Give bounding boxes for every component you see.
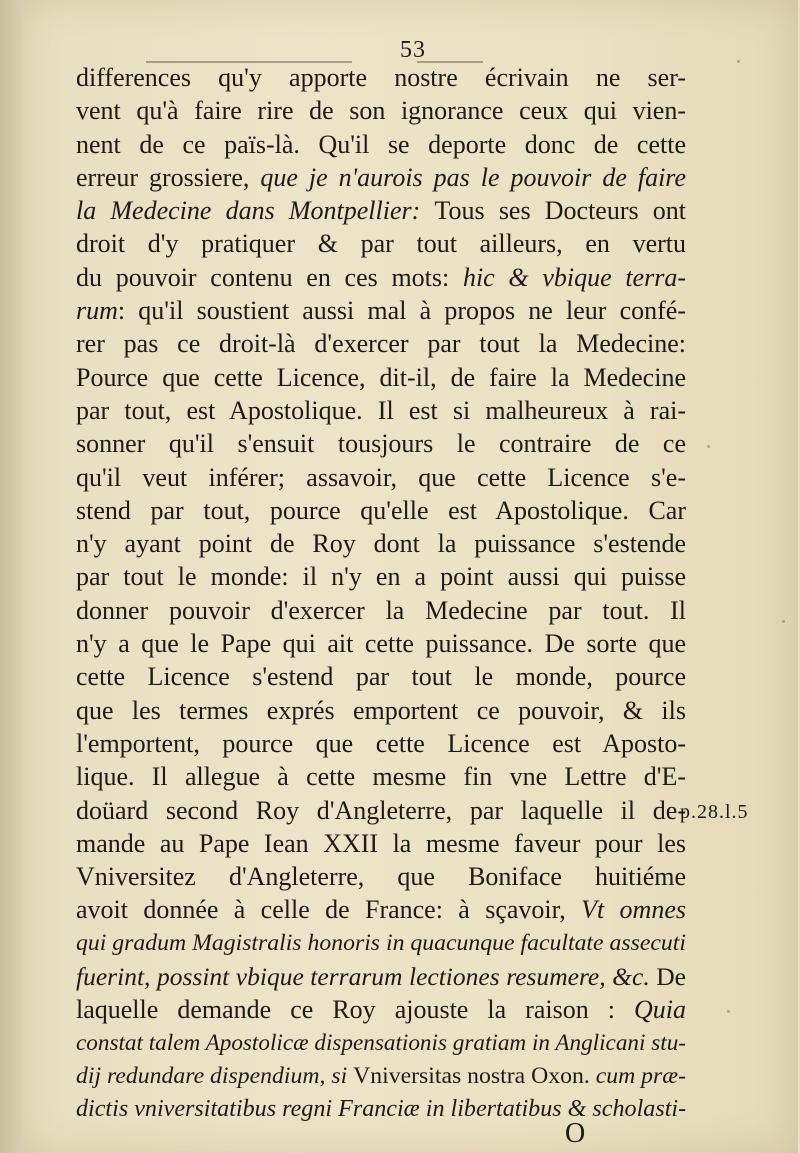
paper-speck [782, 620, 785, 623]
italic-segment: cum præ- [595, 1062, 687, 1089]
text-line: par tout, est Apostolique. Il est si malheureux à rai- [76, 395, 686, 425]
page-gutter [0, 0, 22, 1153]
text-line: que les termes exprés emportent ce pouvoir, & ils [76, 695, 686, 725]
roman-segment: laquelle demande ce Roy ajouste la raison : [76, 995, 634, 1025]
text-line: differences qu'y apporte nostre écrivain ne ser- [76, 63, 686, 92]
text-line: mande au Pape Iean XXII la mesme faveur pour les [76, 828, 686, 858]
text-line: qu'il veut inférer; assavoir, que cette Licence s'e- [76, 462, 686, 492]
paper-speck [707, 445, 710, 448]
text-line [76, 960, 686, 993]
text-line [76, 161, 686, 194]
italic-segment: fuerint, possint vbique terrarum lectiones resumere, &c. [76, 962, 657, 992]
text-line: donner pouvoir d'exercer la Medecine par tout. Il [76, 595, 686, 625]
text-line: stend par tout, pource qu'elle est Apostolique. Car [76, 495, 686, 525]
italic-segment: la Medecine dans Montpellier: [76, 196, 435, 226]
italic-segment: Vt omnes [581, 895, 686, 925]
text-line [76, 194, 686, 227]
margin-note: p.28.l.5 [680, 801, 749, 823]
text-line: nent de ce païs-là. Qu'il se deporte donc de cette [76, 129, 686, 159]
catchword: O [565, 1118, 586, 1149]
text-line: sonner qu'il s'ensuit tousjours le contraire de ce [76, 429, 686, 459]
text-line: n'y a que le Pape qui ait cette puissance. De sorte que [76, 629, 686, 659]
paper-speck [727, 1010, 730, 1013]
text-line: par tout le monde: il n'y en a point aussi qui puisse [76, 562, 686, 592]
italic-segment: que je n'aurois pas le pouvoir de faire [260, 162, 686, 192]
text-line: cette Licence s'estend par tout le monde, pource [76, 662, 686, 692]
roman-segment: du pouvoir contenu en ces mots: [76, 262, 463, 292]
italic-segment: dij redundare dispendium, si [76, 1062, 354, 1089]
body-text [76, 61, 686, 1127]
text-line: n'y ayant point de Roy dont la puissance s'estende [76, 529, 686, 559]
page-number: 53 [400, 37, 426, 63]
text-line: doüard second Roy d'Angleterre, par laquelle il de- [76, 795, 686, 825]
roman-segment: : qu'il soustient aussi mal à propos ne leur confé- [117, 296, 686, 326]
text-line [76, 893, 686, 926]
text-line: vent qu'à faire rire de son ignorance ceux qui vien- [76, 96, 686, 126]
roman-segment: Vniversitas nostra Oxon. [353, 1062, 596, 1089]
text-line [76, 261, 686, 294]
text-line: Vniversitez d'Angleterre, que Boniface huitiéme [76, 862, 686, 892]
text-line: rer pas ce droit-là d'exercer par tout la Medecine: [76, 329, 686, 359]
text-line: lique. Il allegue à cette mesme fin vne Lettre d'E- [76, 762, 686, 792]
text-line: constat talem Apostolicæ dispensationis gratiam in Anglicani stu- [76, 1029, 686, 1056]
text-line: Pource que cette Licence, dit-il, de faire la Medecine [76, 362, 686, 392]
italic-segment: Quia [634, 995, 686, 1025]
text-line: dictis vniversitatibus regni Franciæ in libertatibus & scholasti- [76, 1096, 687, 1123]
text-line [76, 1060, 686, 1093]
italic-segment: hic & vbique terra- [462, 262, 686, 292]
text-line: l'emportent, pource que cette Licence est Aposto- [76, 728, 686, 758]
text-line: droit d'y pratiquer & par tout ailleurs, en vertu [76, 229, 686, 259]
text-line [76, 993, 686, 1026]
text-line [76, 294, 686, 327]
roman-segment: erreur grossiere, [76, 162, 261, 192]
text-line: qui gradum Magistralis honoris in quacunque facultate assecuti [76, 929, 686, 956]
roman-segment: De [656, 962, 686, 992]
roman-segment: avoit donnée à celle de France: à sçavoir, [76, 895, 582, 925]
italic-segment: rum [76, 296, 118, 326]
roman-segment: Tous ses Docteurs ont [434, 196, 687, 226]
paper-speck [737, 60, 740, 63]
